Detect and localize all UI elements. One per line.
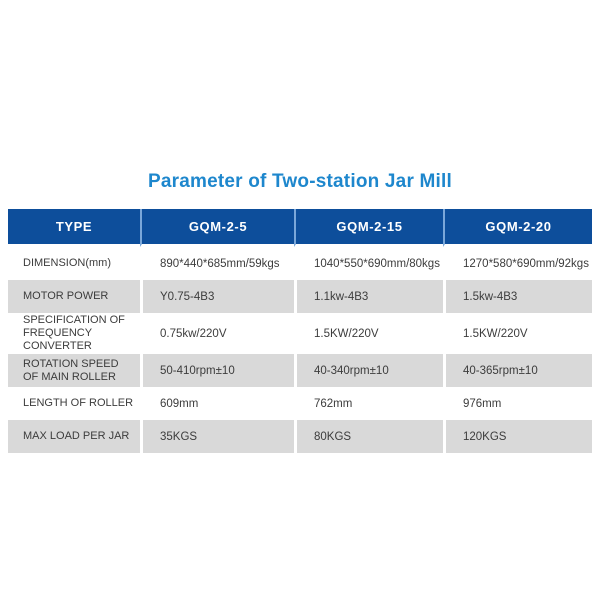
value-cell: 0.75kw/220V (140, 313, 294, 354)
value-cell: 1270*580*690mm/92kgs (443, 247, 592, 280)
column-header-model-3: GQM-2-20 (443, 209, 592, 247)
row-label-cell: MAX LOAD PER JAR (8, 420, 140, 453)
table-row (8, 280, 592, 313)
table-row (8, 387, 592, 420)
value-cell: 120KGS (443, 420, 592, 453)
value-cell: 1.5kw-4B3 (443, 280, 592, 313)
value-cell: 976mm (443, 387, 592, 420)
row-label-cell: ROTATION SPEED OF MAIN ROLLER (8, 354, 140, 387)
value-cell: Y0.75-4B3 (140, 280, 294, 313)
value-cell: 35KGS (140, 420, 294, 453)
table-header-row (8, 209, 592, 247)
value-cell: 40-340rpm±10 (294, 354, 443, 387)
value-cell: 50-410rpm±10 (140, 354, 294, 387)
value-cell: 40-365rpm±10 (443, 354, 592, 387)
column-header-type: TYPE (8, 209, 140, 247)
page-title: Parameter of Two-station Jar Mill (148, 171, 452, 192)
value-cell: 762mm (294, 387, 443, 420)
parameter-table (8, 209, 592, 453)
table-row (8, 354, 592, 387)
column-header-model-2: GQM-2-15 (294, 209, 443, 247)
row-label-cell: DIMENSION(mm) (8, 247, 140, 280)
row-label-cell: SPECIFICATION OF FREQUENCY CONVERTER (8, 313, 140, 354)
value-cell: 80KGS (294, 420, 443, 453)
column-header-model-1: GQM-2-5 (140, 209, 294, 247)
value-cell: 1040*550*690mm/80kgs (294, 247, 443, 280)
value-cell: 890*440*685mm/59kgs (140, 247, 294, 280)
value-cell: 1.5KW/220V (294, 313, 443, 354)
value-cell: 1.5KW/220V (443, 313, 592, 354)
row-label-cell: MOTOR POWER (8, 280, 140, 313)
table-row (8, 313, 592, 354)
row-label-cell: LENGTH OF ROLLER (8, 387, 140, 420)
table-row (8, 247, 592, 280)
value-cell: 1.1kw-4B3 (294, 280, 443, 313)
value-cell: 609mm (140, 387, 294, 420)
table-row (8, 420, 592, 453)
